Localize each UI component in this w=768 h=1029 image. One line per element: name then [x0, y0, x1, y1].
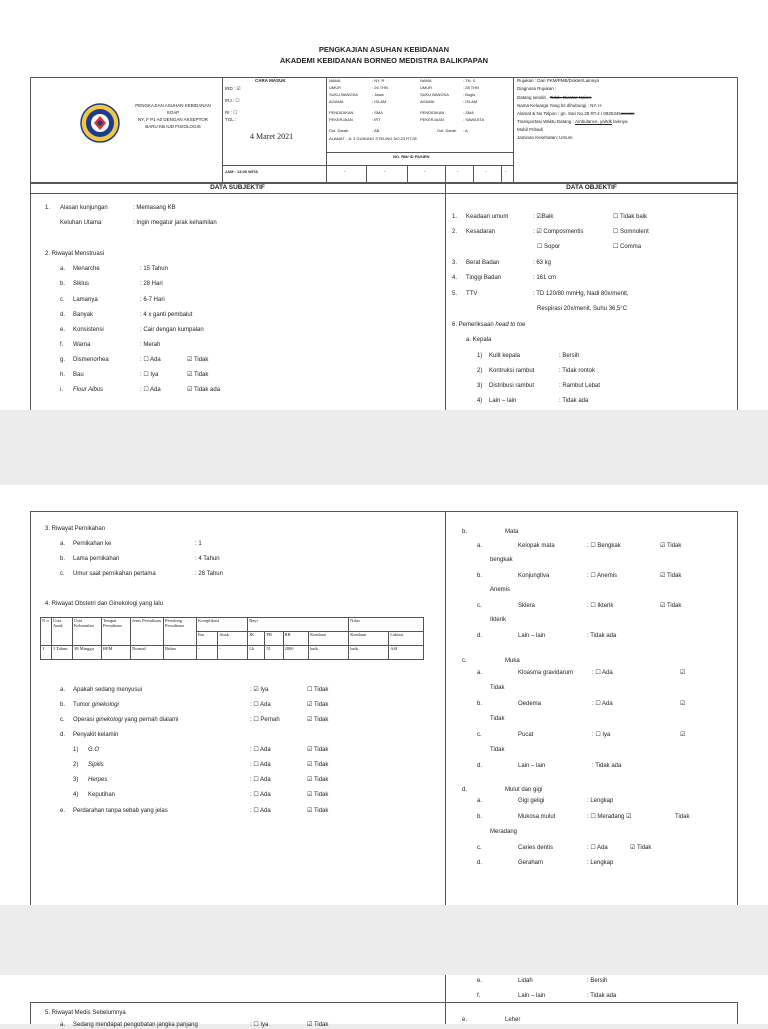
- keluhan-label: Keluhan Utama: [60, 220, 102, 226]
- form-text: : ☐ Anemis: [587, 573, 618, 579]
- form-text: Normal: [131, 646, 164, 660]
- form-text: Komplikasi: [197, 618, 248, 632]
- form-text: : NY. R: [372, 78, 385, 83]
- form-text: Alamat & No Telpon : gn. Sari No.28 RT.4 / 0825346: [517, 111, 621, 116]
- form-text: Mukosa mulut: [518, 814, 556, 820]
- table-row: [41, 646, 424, 660]
- form-text: 3): [477, 383, 483, 389]
- form-text: ☑ Tidak: [187, 372, 209, 378]
- form-text: : Jawa: [372, 92, 384, 97]
- form-text: NAMA: [420, 78, 432, 83]
- form-text: : Bugis: [463, 92, 476, 97]
- form-text: Ikterik: [490, 617, 507, 623]
- form-text: Respirasi 20x/menit, Suhu 36,5°C: [537, 306, 628, 312]
- no-rm-label: NO. RM/ ID PASIEN: [393, 154, 430, 159]
- form-text: PENDIDIKAN: [420, 110, 445, 115]
- form-text: 1 Tahun: [52, 646, 73, 660]
- form-text: Operasi: [73, 717, 96, 723]
- form-text: : 63 kg: [533, 260, 552, 266]
- form-text: PEKERJAAN: [420, 117, 444, 122]
- form-text: : 26 THN: [372, 85, 388, 90]
- form-text: ☑: [680, 732, 686, 738]
- form-text: Leher: [505, 1017, 521, 1023]
- form-text: Lama pernikahan: [73, 556, 120, 562]
- form-text: : Merah: [140, 342, 161, 348]
- obstetri-table: [40, 617, 424, 660]
- form-text: ginekologi: [91, 702, 119, 708]
- form-text: ☑: [680, 670, 686, 676]
- form-text: : ☐ Ada: [250, 747, 271, 753]
- form-text: Gol. Darah: [329, 128, 349, 133]
- visit-date: 4 Maret 2021: [250, 132, 294, 141]
- form-text: Keadaan: [349, 632, 389, 646]
- form-text: Rujukan : Dari PKM/PMB/Dokter/Lainnya: [517, 78, 600, 83]
- form-text: 3.: [452, 260, 458, 266]
- form-text: Kloasma gravidarum: [518, 670, 574, 676]
- form-text: Transportasi Waktu Datang :: [517, 119, 574, 124]
- form-text: : SAWASTA: [463, 117, 485, 122]
- form-text: ☑ Tidak: [630, 845, 652, 851]
- header-box: [30, 77, 738, 183]
- form-text: : TN. S: [463, 78, 476, 83]
- form-text: Lain – lain: [489, 398, 517, 404]
- subjektif-heading: DATA SUBJEKTIF: [210, 184, 265, 191]
- form-text: : ☐ Ada: [250, 792, 271, 798]
- form-text: : 28 THN: [463, 85, 479, 90]
- form-text: 5.: [452, 291, 458, 297]
- jam-label: JAM : 13.00 WITA: [225, 169, 259, 174]
- form-text: Tidak: [675, 814, 690, 820]
- form-text: ☑: [680, 701, 686, 707]
- form-text: NAMA: [329, 78, 341, 83]
- form-text: JK: [248, 632, 265, 646]
- form-text: e.: [60, 327, 66, 333]
- form-text: ☑ Tidak: [307, 808, 329, 814]
- form-text: ☑ Tidak: [307, 717, 329, 723]
- form-text: : Tidak rontok: [559, 368, 596, 374]
- form-text: Usia Kehamilan: [73, 618, 102, 646]
- form-title-line-3: NY. F P1 A0 DENGAN AKSEPTOR: [137, 117, 209, 122]
- form-text: a.: [477, 670, 483, 676]
- form-text: a.: [60, 541, 66, 547]
- form-title-line-2: SOAP: [166, 110, 180, 115]
- form-text: : 161 cm: [533, 275, 557, 281]
- form-text: Lain – lain: [518, 763, 546, 769]
- form-text: : 4 Tahun: [195, 556, 220, 562]
- form-text: 1.: [45, 205, 51, 211]
- form-text: Laktasi: [389, 632, 424, 646]
- form-text: : Tidak ada: [587, 993, 617, 999]
- form-text: Gol. Darah: [437, 128, 457, 133]
- form-text: Geraham: [518, 860, 544, 866]
- form-text: : ☐ Pernah: [250, 717, 280, 723]
- form-text: Kulit kepala: [489, 353, 521, 359]
- form-text: : ☐ Ada: [592, 670, 613, 676]
- form-text: -: [197, 646, 218, 660]
- form-text: AGAMA: [329, 99, 344, 104]
- form-text: : Bersih: [559, 353, 580, 359]
- form-text: : IRT: [372, 117, 381, 122]
- form-text: d.: [477, 763, 483, 769]
- form-text: b.: [60, 281, 66, 287]
- form-text: : ☐ Bengkak: [587, 543, 621, 549]
- rm-cell: -: [505, 169, 507, 174]
- form-text: Keputihan: [88, 792, 116, 798]
- form-text: Bayi: [248, 618, 349, 632]
- form-text: : AB: [372, 128, 380, 133]
- form-text: Meradang: [490, 829, 518, 835]
- form-text: a.: [60, 266, 66, 272]
- form-text: b.: [477, 814, 483, 820]
- form-text: 1: [41, 646, 52, 660]
- form-text: Diagnosa Rujukan :: [517, 86, 557, 91]
- form-text: TTV: [466, 291, 478, 297]
- form-text: : 4 x ganti pembalut: [140, 312, 193, 318]
- form-text: : ☐ Meradang ☑: [587, 814, 632, 820]
- document-page-2: [0, 485, 768, 905]
- form-text: G.O: [88, 747, 100, 753]
- form-text: d.: [60, 312, 66, 318]
- form-text: 38 Minggu: [73, 646, 102, 660]
- form-text: [452, 321, 525, 329]
- form-text: Muka: [505, 658, 520, 664]
- form-text: : Cair dengan kumpalan: [140, 327, 204, 333]
- form-text: 1): [477, 353, 483, 359]
- obstetri-title: 4. Riwayat Obstetri dan Ginekologi yang lalu: [45, 601, 164, 607]
- form-text: : 6-7 Hari: [140, 297, 165, 303]
- keluhan-value: : Ingin megatur jarak kehamilan: [133, 220, 217, 226]
- form-text: Tidak: [490, 716, 505, 722]
- form-text: baik: [349, 646, 389, 660]
- form-text: d.: [60, 732, 66, 738]
- form-text: e.: [477, 978, 483, 984]
- form-text: Konsistensi: [73, 327, 104, 333]
- mode-ird[interactable]: IRD : ☑: [225, 86, 241, 91]
- form-text: Warna: [73, 342, 91, 348]
- rm-cell: -: [424, 169, 426, 174]
- form-text: Usia Anak: [52, 618, 73, 646]
- form-text: Anak: [218, 632, 248, 646]
- menstruasi-title: 2. Riwayat Menstruasi: [45, 251, 105, 257]
- form-text: Lain – lain: [518, 633, 546, 639]
- institution-title: AKADEMI KEBIDANAN BORNEO MEDISTRA BALIKPAPAN: [279, 56, 489, 65]
- form-text: bengkak: [490, 557, 513, 563]
- form-text: Keadaan umum: [466, 214, 509, 220]
- form-text: a.: [477, 798, 483, 804]
- form-text: f.: [477, 993, 481, 999]
- form-text: Berat Badan: [466, 260, 500, 266]
- form-text: : ☐ Ikterik: [587, 603, 614, 609]
- form-text: yang pernah dialami: [122, 717, 179, 723]
- form-text: ☑ Tidak: [307, 762, 329, 768]
- form-text: head to toe: [495, 322, 526, 328]
- academy-logo: [80, 98, 120, 148]
- mode-irj[interactable]: IRJ : ☐: [225, 98, 240, 103]
- form-text: b.: [462, 529, 468, 535]
- form-title-line-1: PENGKAJIAN ASUHAN KEBIDANAN: [135, 103, 211, 108]
- form-text: : Lengkap: [587, 798, 614, 804]
- form-text: ☑ Tidak: [660, 573, 682, 579]
- form-text: i.: [60, 387, 63, 393]
- form-text: Tidak: [490, 685, 505, 691]
- form-text: : ☐ Ada: [592, 701, 613, 707]
- form-text: ☑ Tidak: [307, 792, 329, 798]
- form-text: Siklus: [73, 281, 90, 287]
- document-page-3: [0, 975, 768, 1028]
- form-text: c.: [477, 845, 482, 851]
- rm-cell: -: [457, 169, 459, 174]
- form-text: : ISLAM: [372, 99, 387, 104]
- form-text: Mulut dan gigi: [505, 787, 543, 793]
- form-text: Tidak, Diantar Nakes: [549, 95, 592, 100]
- form-text: ☐ Tidak baik: [613, 214, 648, 220]
- form-text: 2): [477, 368, 483, 374]
- form-text: ☑ Tidak: [660, 543, 682, 549]
- form-text: UMUR: [420, 85, 432, 90]
- alasan-kunjungan-label: Alasan kunjungan: [60, 205, 108, 211]
- form-text: : ☑ Composmentis: [533, 229, 584, 235]
- pernikahan-title: 3. Riwayat Pernikahan: [45, 526, 106, 532]
- form-text: Distribusi rambut: [489, 383, 535, 389]
- form-text: PEKERJAAN: [329, 117, 353, 122]
- form-text: Dismenorhea: [73, 357, 109, 363]
- form-text: 4): [477, 398, 483, 404]
- form-text: BB: [283, 632, 309, 646]
- form-text: Lk: [248, 646, 265, 660]
- form-text: baik: [309, 646, 349, 660]
- form-text: ☑ Tidak: [307, 747, 329, 753]
- form-text: ☑ Tidak: [660, 603, 682, 609]
- form-text: : Tidak ada: [559, 398, 589, 404]
- form-text: 4): [73, 792, 79, 798]
- form-text: Kontruksi rambut: [489, 368, 535, 374]
- riwayat-medis-title: 5. Riwayat Medis Sebelumnya: [45, 1010, 126, 1016]
- form-text: : ☐ Ada: [250, 808, 271, 814]
- form-text: Ibu: [197, 632, 218, 646]
- alasan-kunjungan-value: : Memasang KB: [133, 205, 176, 211]
- form-text: Tumor: [73, 702, 92, 708]
- form-text: : 15 Tahun: [140, 266, 168, 272]
- form-text: g.: [60, 357, 66, 363]
- form-text: : ☐ Iya: [140, 372, 159, 378]
- form-text: 2): [73, 762, 79, 768]
- rm-cell: -: [485, 169, 487, 174]
- form-text: : Rambut Lebat: [559, 383, 601, 389]
- form-text: b.: [477, 573, 483, 579]
- form-text: Bau: [73, 372, 84, 378]
- form-text: ginekologi: [95, 717, 123, 723]
- form-text: : Tidak ada: [587, 633, 617, 639]
- form-text: ☑ Tidak ada: [187, 387, 221, 393]
- form-text: 51: [265, 646, 283, 660]
- form-text: : ☐ Iya: [250, 1022, 269, 1028]
- form-text: d.: [477, 633, 483, 639]
- form-text: 2.: [452, 229, 458, 235]
- form-text: h.: [60, 372, 66, 378]
- form-text: ☑ Tidak: [187, 357, 209, 363]
- form-text: PB: [265, 632, 283, 646]
- form-text: Nifas: [349, 618, 424, 632]
- form-text: : ☐ Iya: [592, 732, 611, 738]
- form-text: : ☐ Ada: [587, 845, 608, 851]
- form-text: Herpes: [88, 777, 108, 783]
- form-text: SUKU BANGSA: [420, 92, 449, 97]
- form-text: Gigi geligi: [518, 798, 545, 804]
- form-text: xxxxxx: [620, 111, 635, 116]
- mode-ri[interactable]: RI : ☐: [225, 110, 238, 115]
- form-title-line-4: BARU KB IUD FISIOLOGIS: [145, 124, 201, 129]
- form-text: Caries dentis: [518, 845, 554, 851]
- form-text: a.: [477, 543, 483, 549]
- form-text: : ☐ Ada: [140, 387, 161, 393]
- form-text: : Tidak ada: [592, 763, 622, 769]
- form-text: Sedang mendapat pengobatan jangka panjang: [73, 1022, 198, 1028]
- form-text: Tidak: [490, 747, 505, 753]
- form-text: : SMA: [463, 110, 474, 115]
- rm-cell: -: [344, 169, 346, 174]
- form-text: Kesadaran: [466, 229, 496, 235]
- form-text: Anemis: [490, 587, 511, 593]
- form-text: 2800: [283, 646, 309, 660]
- form-text: 1): [73, 747, 79, 753]
- form-text: Ambulance, ya/tdk: [574, 119, 612, 124]
- form-text: 4.: [452, 275, 458, 281]
- form-text: : TD 120/80 mmHg, Nadi 80x/menit,: [533, 291, 629, 297]
- alamat-line: ALAMAT : JL 3 GUNUNG STELING NO.23 RT.28: [329, 136, 417, 141]
- form-text: Umur saat pernikahan pertama: [73, 571, 156, 577]
- form-text: N o: [41, 618, 52, 646]
- form-text: ASI: [389, 646, 424, 660]
- form-text: Sipilis: [88, 762, 104, 768]
- form-text: ☐ Sopor: [537, 244, 561, 250]
- form-text: Lidah: [518, 978, 533, 984]
- form-text: Sklera: [518, 603, 536, 609]
- form-text: e.: [462, 1017, 468, 1023]
- form-text: c.: [60, 571, 65, 577]
- form-text: Jenis Persalinan: [131, 618, 164, 646]
- form-text: Pucat: [518, 732, 534, 738]
- document-page-1: [0, 0, 768, 410]
- form-text: : Bersih: [587, 978, 608, 984]
- form-text: Datang sendiri ,: [517, 95, 549, 100]
- form-text: Flour Albus: [73, 387, 104, 393]
- form-text: c.: [462, 658, 467, 664]
- form-text: Menarche: [73, 266, 100, 272]
- form-text: c.: [477, 603, 482, 609]
- form-text: : ISLAM: [463, 99, 478, 104]
- form-text: : 1: [195, 541, 202, 547]
- form-text: Jaminan Kesehatan: Umum: [517, 135, 573, 140]
- form-text: ☑ Tidak: [307, 702, 329, 708]
- form-text: Oedema: [518, 701, 542, 707]
- form-text: : ☑Baik: [533, 214, 554, 220]
- form-text: ☐ Comma: [613, 244, 642, 250]
- form-text: UMUR: [329, 85, 341, 90]
- form-text: [517, 95, 592, 101]
- form-text: b.: [60, 702, 66, 708]
- form-text: Penyakit kelamin: [73, 732, 119, 738]
- form-text: AGAMA: [420, 99, 435, 104]
- form-text: Nama Keluarga Yang bs dihubungi : NY. H: [517, 103, 602, 108]
- form-text: b.: [477, 701, 483, 707]
- form-text: PENDIDIKAN: [329, 110, 354, 115]
- form-text: Penolong Persalinan: [164, 618, 197, 646]
- cara-masuk-label: CARA MASUK: [255, 78, 286, 83]
- form-text: Lain – lain: [518, 993, 546, 999]
- form-text: [517, 111, 634, 117]
- form-text: Lamanya: [73, 297, 98, 303]
- rm-cell: -: [384, 169, 386, 174]
- form-text: Tinggi Badan: [466, 275, 502, 281]
- form-text: Apakah sedang menyusui: [73, 687, 143, 693]
- form-text: : ☐ Ada: [250, 762, 271, 768]
- form-text: Mobil Pribadi: [517, 127, 544, 132]
- form-text: ☐ Somnolent: [613, 229, 649, 235]
- form-text: -: [218, 646, 248, 660]
- kepala-title: a. Kepala: [466, 337, 492, 343]
- form-text: [73, 716, 178, 724]
- form-text: : Lengkap: [587, 860, 614, 866]
- form-text: Tempat Persalinan: [102, 618, 131, 646]
- form-text: 6. Pemeriksaan: [452, 322, 494, 328]
- form-text: : 28 Tahun: [195, 571, 223, 577]
- form-text: Mata: [505, 529, 519, 535]
- form-text: a.: [60, 687, 66, 693]
- form-text: Konjungtiva: [518, 573, 550, 579]
- form-text: BPM: [102, 646, 131, 660]
- form-text: c.: [477, 732, 482, 738]
- form-text: : ☐ Ada: [250, 702, 271, 708]
- form-text: Pernikahan ke: [73, 541, 112, 547]
- tgl-label: TGL :: [225, 117, 237, 122]
- form-text: : SMA: [372, 110, 383, 115]
- form-text: c.: [60, 717, 65, 723]
- form-text: a.: [60, 1022, 66, 1028]
- form-text: e.: [60, 808, 66, 814]
- form-text: ☑ Tidak: [307, 1022, 329, 1028]
- form-text: [73, 701, 119, 709]
- form-text: [517, 119, 628, 125]
- form-text: 3): [73, 777, 79, 783]
- form-text: c.: [60, 297, 65, 303]
- form-text: Kelopak mata: [518, 543, 555, 549]
- form-text: b.: [60, 556, 66, 562]
- form-text: : ☑ Iya: [250, 687, 269, 693]
- form-text: Banyak: [73, 312, 94, 318]
- form-text: 1.: [452, 214, 458, 220]
- form-text: ☑ Tidak: [307, 777, 329, 783]
- document-title: PENGKAJIAN ASUHAN KEBIDANAN: [318, 45, 450, 54]
- form-text: f.: [60, 342, 64, 348]
- form-text: : A: [463, 128, 468, 133]
- form-text: lainnya: [613, 119, 628, 124]
- form-text: : ☐ Ada: [250, 777, 271, 783]
- form-text: : 28 Hari: [140, 281, 163, 287]
- form-text: : ☐ Ada: [140, 357, 161, 363]
- form-text: Perdarahan tanpa sebab yang jelas: [73, 808, 168, 814]
- form-text: Keadaan: [309, 632, 349, 646]
- objektif-heading: DATA OBJEKTIF: [566, 184, 617, 191]
- form-text: ☐ Tidak: [307, 687, 329, 693]
- form-text: d.: [462, 787, 468, 793]
- form-text: SUKU BANGSA: [329, 92, 358, 97]
- form-text: d.: [477, 860, 483, 866]
- form-text: Bidan: [164, 646, 197, 660]
